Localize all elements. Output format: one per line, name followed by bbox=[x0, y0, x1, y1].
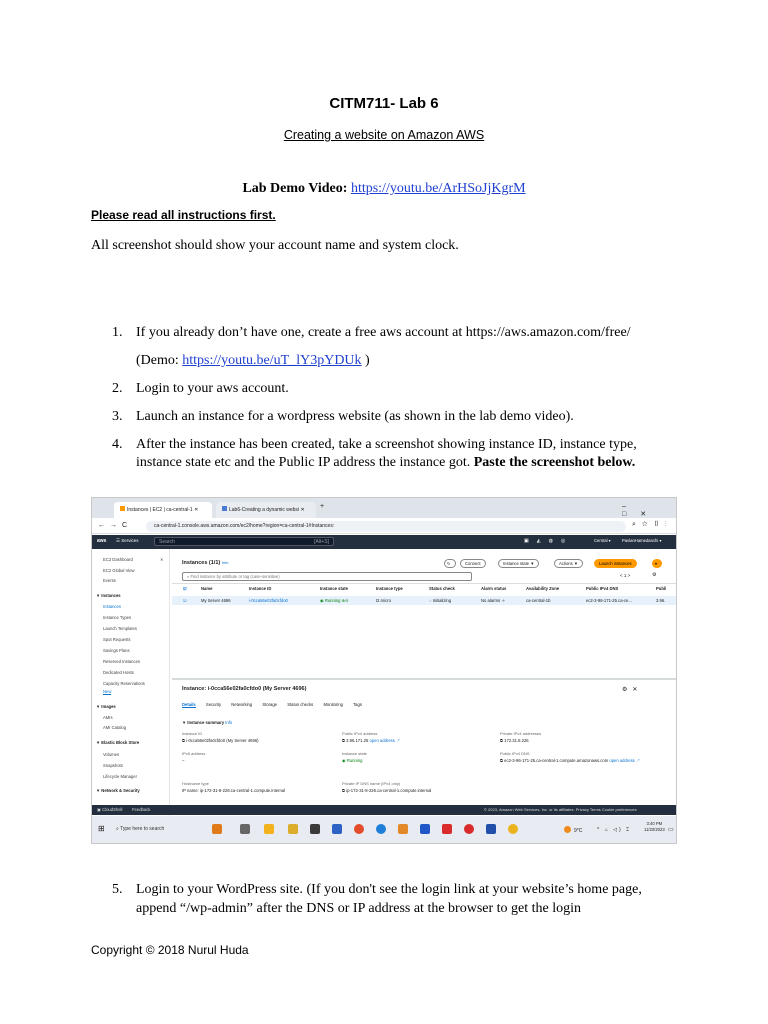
field-label: Public IPv4 address bbox=[342, 731, 378, 736]
temperature: 9°C bbox=[574, 828, 583, 834]
cell-alarm: No alarms ＋ bbox=[481, 598, 506, 603]
taskbar-app-icon[interactable] bbox=[354, 824, 364, 834]
window-controls-icon[interactable]: –□✕ bbox=[622, 503, 661, 518]
row-checkbox[interactable]: ☑ bbox=[183, 598, 187, 603]
refresh-button[interactable]: ↻ bbox=[444, 559, 456, 568]
close-icon[interactable]: ✕ bbox=[160, 557, 164, 562]
field-label: IPv6 address bbox=[182, 751, 206, 756]
taskbar-search[interactable]: ⌕ Type here to search bbox=[116, 826, 165, 832]
sidebar-section-images[interactable]: ▼ Images bbox=[96, 704, 116, 709]
tab-details[interactable]: Details bbox=[182, 702, 196, 707]
taskbar-app-icon[interactable] bbox=[288, 824, 298, 834]
cell-type: t2.micro bbox=[376, 598, 391, 603]
launch-dropdown-button[interactable]: ▾ bbox=[652, 559, 662, 568]
col-header[interactable]: Instance type bbox=[376, 586, 403, 591]
sidebar-item[interactable]: Dedicated Hosts bbox=[103, 670, 134, 675]
cell-dns: ec2-3-96-171-25.ca-ce... bbox=[586, 598, 632, 603]
field-value: IP name: ip-172-31-8-226.ca-central-1.compute.internal bbox=[182, 788, 286, 793]
detail-panel-icons[interactable]: ⚙✕ bbox=[622, 687, 643, 693]
instance-detail-panel bbox=[172, 678, 677, 808]
demo-line bbox=[0, 181, 768, 197]
step-1-demo-link[interactable]: https://youtu.be/uT_lY3pYDUk bbox=[182, 353, 362, 368]
instance-summary-heading: ▼ Instance summary Info bbox=[182, 720, 233, 725]
sidebar-item[interactable]: Reserved Instances bbox=[103, 659, 141, 664]
sidebar-section-network[interactable]: ▼ Network & Security bbox=[96, 788, 140, 793]
tab-storage[interactable]: Storage bbox=[262, 702, 278, 707]
sidebar-section-instances[interactable]: ▼ Instances bbox=[96, 593, 121, 598]
taskbar-app-icon[interactable] bbox=[486, 824, 496, 834]
page-title: CITM711- Lab 6 bbox=[329, 95, 439, 112]
field-label: Instance ID bbox=[182, 731, 203, 736]
field-label: Public IPv4 DNS bbox=[500, 751, 530, 756]
sidebar-item[interactable]: Savings Plans bbox=[103, 648, 130, 653]
aws-footer bbox=[92, 805, 677, 815]
cell-az: ca-central-1b bbox=[526, 598, 551, 603]
taskbar-app-icon[interactable] bbox=[310, 824, 320, 834]
instances-heading: Instances (1/1) Info bbox=[182, 560, 229, 566]
close-icon[interactable]: ✕ bbox=[300, 507, 305, 513]
browser-tab-ec2[interactable]: Instances | EC2 | ca-central-1 ✕ bbox=[114, 502, 212, 518]
taskbar-app-icon[interactable] bbox=[240, 824, 250, 834]
browser-tab-lab[interactable]: Lab6-Creating a dynamic websi ✕ bbox=[216, 502, 316, 518]
aws-logo[interactable]: aws bbox=[97, 538, 107, 544]
docs-icon bbox=[222, 506, 227, 511]
field-value: – bbox=[182, 758, 185, 763]
footer-legal: © 2023, Amazon Web Services, Inc. or its affiliates. Privacy Terms Cookie preferences bbox=[484, 807, 637, 812]
launch-instances-button[interactable]: Launch instances bbox=[594, 559, 637, 568]
cell-state: ◉ Running ⊕⊖ bbox=[320, 598, 349, 603]
col-header[interactable]: Name bbox=[201, 586, 213, 591]
actions-button[interactable]: Actions ▼ bbox=[554, 559, 583, 568]
sidebar-item[interactable]: AMI Catalog bbox=[103, 725, 127, 730]
sidebar-item[interactable]: Volumes bbox=[103, 752, 120, 757]
tab-networking[interactable]: Networking bbox=[231, 702, 253, 707]
field-value: ⧉ ip-172-31-8-226.ca-central-1.compute.internal bbox=[342, 788, 432, 793]
taskbar-app-icon[interactable] bbox=[264, 824, 274, 834]
col-header[interactable]: Instance ID bbox=[249, 586, 272, 591]
sidebar-item-dashboard[interactable]: EC2 Dashboard bbox=[103, 557, 133, 562]
field-value: ◉ Running bbox=[342, 758, 363, 763]
taskbar-app-icon[interactable] bbox=[420, 824, 430, 834]
notification-icon[interactable]: ▭ bbox=[668, 827, 674, 833]
pagination[interactable]: < 1 > bbox=[620, 573, 631, 578]
sidebar-item[interactable]: Capacity Reservations bbox=[103, 681, 145, 686]
url-field[interactable]: ca-central-1.console.aws.amazon.com/ec2/home?region=ca-central-1#Instances: bbox=[146, 521, 626, 532]
region-selector[interactable]: Central ▾ bbox=[594, 538, 611, 543]
taskbar-app-icon[interactable] bbox=[332, 824, 342, 834]
gear-icon[interactable]: ⚙ bbox=[652, 572, 657, 578]
cloudshell-link[interactable]: ▣ CloudShell bbox=[97, 807, 123, 812]
col-header[interactable]: Publi bbox=[656, 586, 667, 591]
col-header[interactable]: Instance state bbox=[320, 586, 348, 591]
feedback-link[interactable]: Feedback bbox=[132, 807, 151, 812]
nav-arrows-icon[interactable]: ←→C bbox=[98, 522, 133, 529]
divider bbox=[172, 583, 677, 584]
sidebar-item[interactable]: Instance Types bbox=[103, 615, 132, 620]
field-label: Hostname type bbox=[182, 781, 209, 786]
sidebar-item[interactable]: Spot Requests bbox=[103, 637, 131, 642]
system-tray-icons[interactable]: ^ ⌂ ◁) ⌶ bbox=[597, 827, 632, 833]
tab-security[interactable]: Security bbox=[205, 702, 222, 707]
col-header[interactable]: Alarm status bbox=[481, 586, 507, 591]
new-tab-icon[interactable]: + bbox=[320, 503, 325, 510]
sidebar-item[interactable]: Events bbox=[103, 578, 116, 583]
cell-name: My Server 4696 bbox=[201, 598, 231, 603]
sidebar-item[interactable]: Lifecycle Manager bbox=[103, 774, 137, 779]
browser-toolbar-icons[interactable]: ⌕☆▯⋮ bbox=[632, 521, 673, 528]
connect-button[interactable]: Connect bbox=[460, 559, 486, 568]
field-label: Instance state bbox=[342, 751, 367, 756]
copyright: Copyright © 2018 Nurul Huda bbox=[91, 943, 249, 957]
instance-filter-input[interactable]: ⌕ Find instance by attribute or tag (case-sensitive) bbox=[182, 572, 472, 581]
chrome-icon[interactable] bbox=[508, 824, 518, 834]
weather-icon[interactable] bbox=[564, 826, 571, 833]
field-value: ⧉ 3.96.171.25 open address ↗ bbox=[342, 738, 400, 743]
col-header[interactable]: Availability Zone bbox=[526, 586, 560, 591]
search-icon: ⌕ bbox=[187, 574, 191, 579]
col-header[interactable]: Status check bbox=[429, 586, 455, 591]
field-label: Private IP DNS name (IPv4 only) bbox=[342, 781, 401, 786]
tab-tags[interactable]: Tags bbox=[353, 702, 362, 707]
sidebar-item[interactable]: AMIs bbox=[103, 715, 113, 720]
sidebar-item-instances[interactable]: Instances bbox=[103, 604, 121, 609]
sidebar-item[interactable]: Launch Templates bbox=[103, 626, 137, 631]
col-header[interactable]: Public IPv4 DNS bbox=[586, 586, 619, 591]
demo-video-link[interactable]: https://youtu.be/ArHSoJjKgrM bbox=[350, 181, 526, 196]
close-icon[interactable]: ✕ bbox=[194, 507, 199, 513]
taskbar-app-icon[interactable] bbox=[212, 824, 222, 834]
taskbar-app-icon[interactable] bbox=[376, 824, 386, 834]
windows-start-icon[interactable]: ⊞ bbox=[98, 824, 105, 833]
aws-top-bar bbox=[92, 535, 677, 549]
services-menu[interactable]: ☰ Services bbox=[116, 538, 139, 543]
demo-label: Lab Demo Video: bbox=[242, 181, 348, 196]
aws-search-input[interactable]: Search [Alt+S] bbox=[154, 537, 334, 546]
field-value: ⧉ ec2-3-96-171-25.ca-central-1.compute.amazonaws.com open address ↗ bbox=[500, 758, 640, 763]
aws-console-screenshot bbox=[91, 497, 677, 844]
sidebar-section-ebs[interactable]: ▼ Elastic Block Store bbox=[96, 740, 140, 745]
ec2-sidebar bbox=[92, 549, 170, 835]
screenshot-note: All screenshot should show your account name and system clock. bbox=[91, 238, 459, 253]
sidebar-item[interactable]: EC2 Global View bbox=[103, 568, 135, 573]
sidebar-item[interactable]: Snapshots bbox=[103, 763, 123, 768]
cell-public-ip: 3.96. bbox=[656, 598, 666, 603]
detail-title: Instance: i-0cca56e02fa0cfdo0 (My Server 4696) bbox=[182, 686, 307, 692]
tab-monitoring[interactable]: Monitoring bbox=[323, 702, 343, 707]
field-value: ⧉ i-0cca56e02fa0cfdo0 (My Server 4696) bbox=[182, 738, 259, 743]
page-subtitle: Creating a website on Amazon AWS bbox=[283, 128, 485, 142]
taskbar-app-icon[interactable] bbox=[442, 824, 452, 834]
cell-instance-id[interactable]: i-0ccа56e02fа0cfdо0 bbox=[249, 598, 288, 603]
taskbar-app-icon[interactable] bbox=[398, 824, 408, 834]
aws-icon bbox=[120, 506, 125, 511]
field-label: Private IPv4 addresses bbox=[500, 731, 542, 736]
select-all-checkbox[interactable]: ☑ bbox=[183, 586, 187, 591]
detail-tabs bbox=[182, 702, 362, 707]
read-instructions-note: Please read all instructions first. bbox=[91, 208, 276, 222]
system-clock[interactable]: 3:40 PM 11/20/2023 bbox=[644, 821, 665, 832]
opera-icon[interactable] bbox=[464, 824, 474, 834]
cell-status: ◌ Initializing bbox=[429, 598, 452, 603]
tab-status-checks[interactable]: Status checks bbox=[287, 702, 314, 707]
account-menu[interactable]: PavlanHamedanchi ▾ bbox=[622, 538, 662, 543]
new-badge: New bbox=[103, 689, 112, 694]
field-value: ⧉ 172.31.8.226 bbox=[500, 738, 529, 743]
instance-state-button[interactable]: Instance state ▼ bbox=[498, 559, 539, 568]
aws-header-icons[interactable]: ▣◭◍◎ bbox=[524, 538, 574, 544]
